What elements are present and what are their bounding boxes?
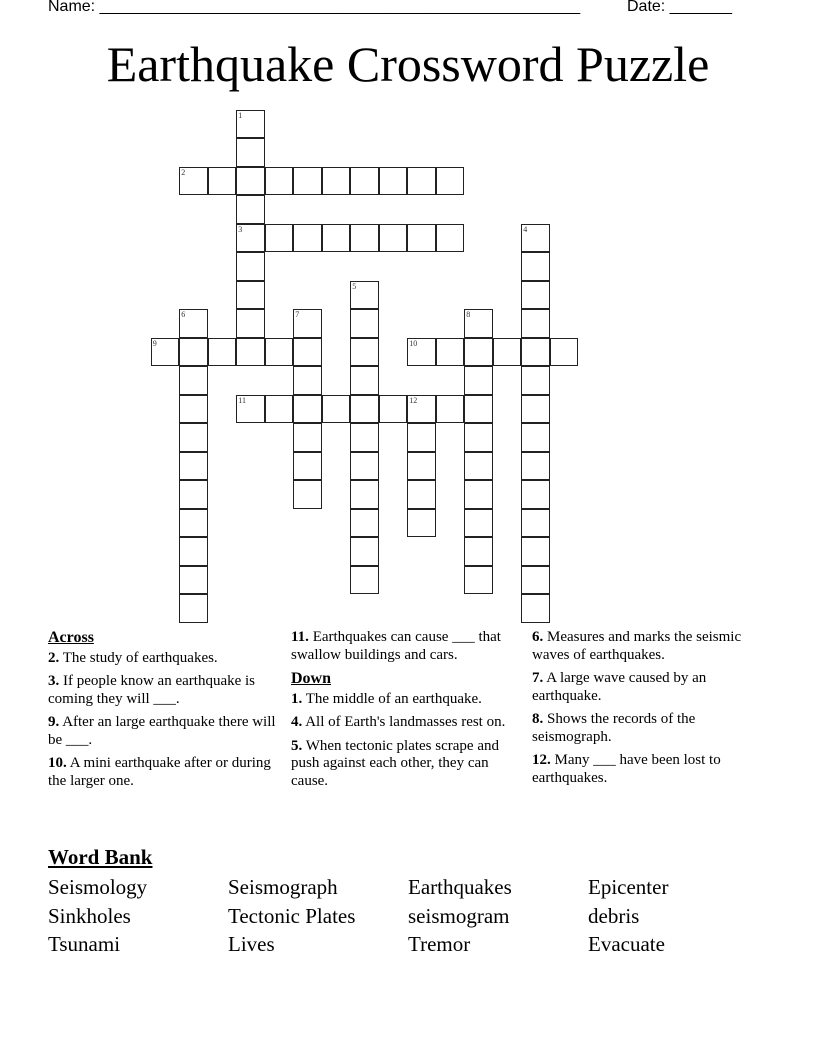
word-bank-item: seismogram xyxy=(408,903,510,928)
clue-down-6 xyxy=(532,629,762,664)
grid-cell[interactable] xyxy=(350,309,379,338)
grid-cell[interactable] xyxy=(350,480,379,509)
grid-cell[interactable] xyxy=(407,395,436,424)
grid-cell[interactable] xyxy=(436,224,465,253)
grid-cell[interactable] xyxy=(379,395,408,424)
grid-cell[interactable] xyxy=(521,309,550,338)
grid-cell[interactable] xyxy=(464,395,493,424)
grid-cell[interactable] xyxy=(293,452,322,481)
grid-cell[interactable] xyxy=(350,566,379,595)
word-bank-item: Tsunami xyxy=(48,932,121,956)
grid-cell[interactable] xyxy=(521,366,550,395)
clue-number-label: 8 xyxy=(466,310,471,320)
grid-cell[interactable] xyxy=(208,167,237,196)
grid-cell[interactable] xyxy=(179,480,208,509)
clue-number-label: 3 xyxy=(238,224,243,234)
clue-text: Many ___ have been lost to earthquakes. xyxy=(532,752,721,786)
grid-cell[interactable] xyxy=(236,195,265,224)
grid-cell[interactable] xyxy=(322,395,351,424)
grid-cell[interactable] xyxy=(236,309,265,338)
grid-cell[interactable] xyxy=(464,537,493,566)
clue-number: 5. xyxy=(291,737,303,754)
grid-cell[interactable] xyxy=(350,338,379,367)
clue-column-2 xyxy=(291,629,525,796)
clue-down-1 xyxy=(291,691,525,709)
grid-cell[interactable] xyxy=(350,452,379,481)
grid-cell[interactable] xyxy=(436,167,465,196)
name-field[interactable]: Name: ______________________________________________________ xyxy=(48,0,581,15)
grid-cell[interactable] xyxy=(464,309,493,338)
grid-cell[interactable] xyxy=(521,338,550,367)
clue-text: When tectonic plates scrape and push against each other, they can cause. xyxy=(291,737,499,789)
grid-cell[interactable] xyxy=(236,395,265,424)
grid-cell[interactable] xyxy=(179,423,208,452)
clue-down-8 xyxy=(532,711,762,746)
clue-number: 1. xyxy=(291,690,303,707)
clue-text: Shows the records of the seismograph. xyxy=(532,711,696,745)
grid-cell[interactable] xyxy=(208,338,237,367)
clue-number: 2. xyxy=(48,649,60,666)
across-heading: Across xyxy=(48,629,94,646)
grid-cell[interactable] xyxy=(179,338,208,367)
clue-down-12 xyxy=(532,752,762,787)
grid-cell[interactable] xyxy=(293,366,322,395)
grid-cell[interactable] xyxy=(236,110,265,139)
grid-cell[interactable] xyxy=(464,509,493,538)
grid-cell[interactable] xyxy=(407,224,436,253)
grid-cell[interactable] xyxy=(521,252,550,281)
clue-text: The middle of an earthquake. xyxy=(305,690,482,707)
grid-cell[interactable] xyxy=(550,338,579,367)
word-bank-item: Evacuate xyxy=(588,932,665,956)
clue-text: If people know an earthquake is coming they will ___. xyxy=(48,673,256,707)
clue-column-3 xyxy=(532,629,762,793)
grid-cell[interactable] xyxy=(464,566,493,595)
word-bank-item: Lives xyxy=(228,932,275,956)
clue-across-11 xyxy=(291,629,525,664)
clue-down-5 xyxy=(291,738,525,791)
grid-cell[interactable] xyxy=(464,338,493,367)
clue-number-label: 4 xyxy=(523,224,528,234)
grid-cell[interactable] xyxy=(521,224,550,253)
grid-cell[interactable] xyxy=(407,338,436,367)
clue-number-label: 10 xyxy=(409,338,418,348)
grid-cell[interactable] xyxy=(407,452,436,481)
grid-cell[interactable] xyxy=(179,509,208,538)
grid-cell[interactable] xyxy=(350,167,379,196)
clue-column-1 xyxy=(48,629,280,796)
word-bank-item: Epicenter xyxy=(588,875,669,899)
clue-number: 11. xyxy=(291,629,309,645)
grid-cell[interactable] xyxy=(179,452,208,481)
grid-cell[interactable] xyxy=(293,480,322,509)
grid-cell[interactable] xyxy=(350,537,379,566)
word-bank-item: debris xyxy=(588,903,640,928)
grid-cell[interactable] xyxy=(379,167,408,196)
grid-cell[interactable] xyxy=(179,594,208,623)
word-bank-item: Earthquakes xyxy=(408,875,512,899)
grid-cell[interactable] xyxy=(179,309,208,338)
grid-cell[interactable] xyxy=(293,423,322,452)
word-bank-item: Seismology xyxy=(48,875,148,899)
grid-cell[interactable] xyxy=(179,395,208,424)
grid-cell[interactable] xyxy=(521,423,550,452)
grid-cell[interactable] xyxy=(493,338,522,367)
grid-cell[interactable] xyxy=(464,480,493,509)
grid-cell[interactable] xyxy=(407,480,436,509)
grid-cell[interactable] xyxy=(179,537,208,566)
clue-across-9 xyxy=(48,714,280,749)
grid-cell[interactable] xyxy=(265,395,294,424)
clue-text: All of Earth's landmasses rest on. xyxy=(305,714,506,730)
clue-number: 7. xyxy=(532,670,544,686)
grid-cell[interactable] xyxy=(236,224,265,253)
grid-cell[interactable] xyxy=(236,281,265,310)
grid-cell[interactable] xyxy=(350,366,379,395)
grid-cell[interactable] xyxy=(293,167,322,196)
grid-cell[interactable] xyxy=(521,452,550,481)
grid-cell[interactable] xyxy=(350,509,379,538)
clue-number-label: 11 xyxy=(238,395,246,405)
clue-across-2 xyxy=(48,650,280,668)
grid-cell[interactable] xyxy=(236,167,265,196)
grid-cell[interactable] xyxy=(464,366,493,395)
grid-cell[interactable] xyxy=(521,509,550,538)
clue-number-label: 9 xyxy=(152,338,157,348)
clue-down-7 xyxy=(532,670,762,705)
grid-cell[interactable] xyxy=(521,395,550,424)
grid-cell[interactable] xyxy=(464,423,493,452)
grid-cell[interactable] xyxy=(265,338,294,367)
grid-cell[interactable] xyxy=(236,252,265,281)
grid-cell[interactable] xyxy=(322,224,351,253)
grid-cell[interactable] xyxy=(236,138,265,167)
clue-number-label: 7 xyxy=(295,310,300,320)
clue-number-label: 5 xyxy=(352,281,357,291)
grid-cell[interactable] xyxy=(179,566,208,595)
word-bank-item: Seismograph xyxy=(228,875,338,899)
grid-cell[interactable] xyxy=(407,509,436,538)
grid-cell[interactable] xyxy=(407,423,436,452)
date-field[interactable]: Date: _______ xyxy=(627,0,732,15)
word-bank-item: Sinkholes xyxy=(48,903,131,928)
clue-number-label: 2 xyxy=(181,167,186,177)
grid-cell[interactable] xyxy=(265,224,294,253)
grid-cell[interactable] xyxy=(179,167,208,196)
clue-number: 4. xyxy=(291,714,303,730)
grid-cell[interactable] xyxy=(350,224,379,253)
grid-cell[interactable] xyxy=(379,224,408,253)
clue-number-label: 12 xyxy=(409,395,418,405)
grid-cell[interactable] xyxy=(293,224,322,253)
grid-cell[interactable] xyxy=(179,366,208,395)
word-bank-title: Word Bank xyxy=(48,845,153,869)
page-title: Earthquake Crossword Puzzle xyxy=(106,36,710,92)
clue-number: 8. xyxy=(532,711,544,727)
clue-across-10 xyxy=(48,755,280,790)
clue-number-label: 6 xyxy=(181,310,186,320)
grid-cell[interactable] xyxy=(521,480,550,509)
clue-across-3 xyxy=(48,673,280,708)
grid-cell[interactable] xyxy=(521,566,550,595)
clue-down-4 xyxy=(291,714,525,732)
grid-cell[interactable] xyxy=(293,309,322,338)
clue-text: A large wave caused by an earthquake. xyxy=(532,670,707,704)
down-heading: Down xyxy=(291,670,332,687)
grid-cell[interactable] xyxy=(350,423,379,452)
clue-number: 12. xyxy=(532,752,551,768)
clue-number: 3. xyxy=(48,673,60,689)
clue-text: A mini earthquake after or during the larger one. xyxy=(48,755,271,789)
clue-text: After an large earthquake there will be ___. xyxy=(48,714,276,748)
clue-number: 9. xyxy=(48,714,60,730)
grid-cell[interactable] xyxy=(521,537,550,566)
grid-cell[interactable] xyxy=(322,167,351,196)
grid-cell[interactable] xyxy=(436,395,465,424)
clue-number-label: 1 xyxy=(238,110,243,120)
clue-number: 6. xyxy=(532,629,544,645)
word-bank-item: Tectonic Plates xyxy=(228,903,356,928)
clue-text: Earthquakes can cause ___ that swallow buildings and cars. xyxy=(291,629,501,663)
grid-cell[interactable] xyxy=(464,452,493,481)
grid-cell[interactable] xyxy=(521,281,550,310)
grid-cell[interactable] xyxy=(236,338,265,367)
grid-cell[interactable] xyxy=(265,167,294,196)
word-bank xyxy=(48,873,768,959)
clue-text: Measures and marks the seismic waves of earthquakes. xyxy=(532,629,742,663)
word-bank-item: Tremor xyxy=(408,932,471,956)
grid-cell[interactable] xyxy=(350,281,379,310)
grid-cell[interactable] xyxy=(350,395,379,424)
grid-cell[interactable] xyxy=(151,338,180,367)
grid-cell[interactable] xyxy=(436,338,465,367)
grid-cell[interactable] xyxy=(293,338,322,367)
clue-number: 10. xyxy=(48,755,67,771)
clue-text: The study of earthquakes. xyxy=(62,649,218,666)
grid-cell[interactable] xyxy=(293,395,322,424)
grid-cell[interactable] xyxy=(521,594,550,623)
grid-cell[interactable] xyxy=(407,167,436,196)
